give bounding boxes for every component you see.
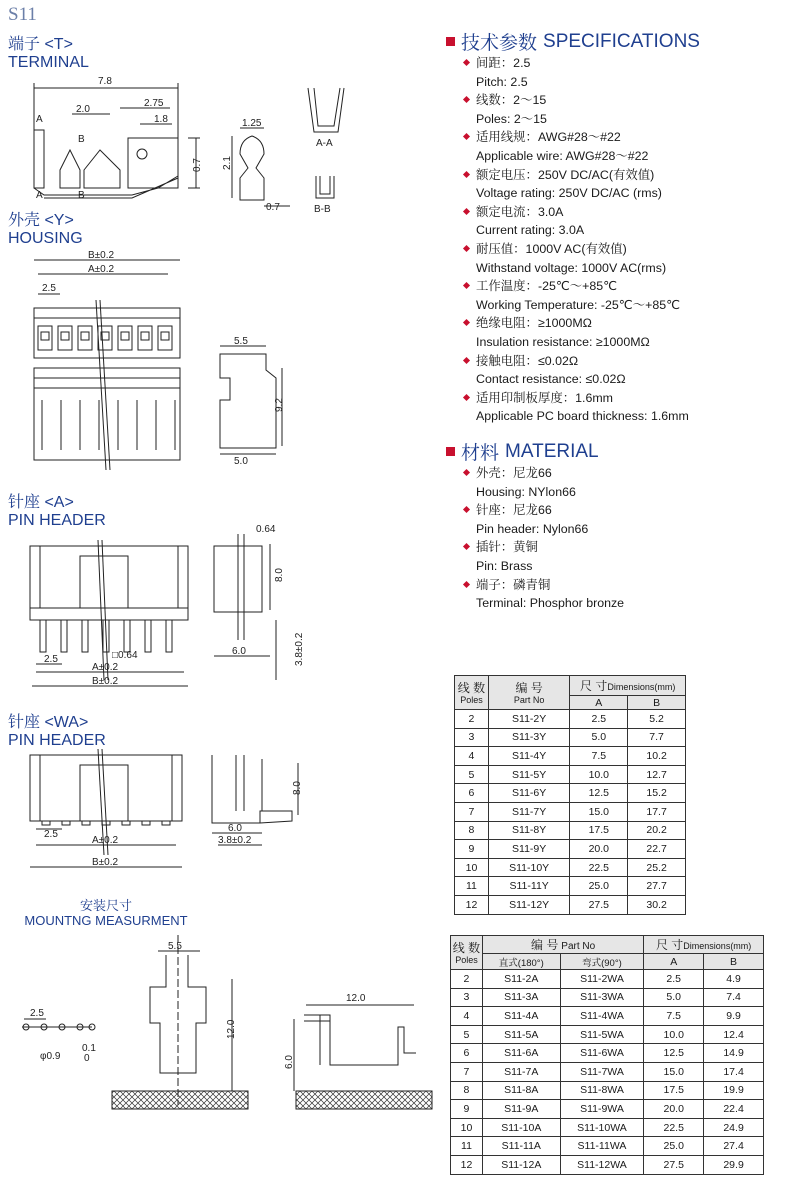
table-cell: 12.5 [570, 784, 628, 803]
table-cell: S11-8WA [560, 1081, 644, 1100]
pin-a-pitch-label: 2.5 [44, 654, 58, 665]
table-cell: S11-4WA [560, 1007, 644, 1026]
mount-h-label: 12.0 [226, 1019, 237, 1039]
table-row [455, 821, 686, 840]
pin-wa-b-label: B±0.2 [92, 857, 119, 868]
table-cell: S11-4Y [488, 747, 569, 766]
material-list [462, 464, 782, 613]
mount-tol-up: 0.1 [82, 1043, 96, 1054]
table-cell: S11-8Y [488, 821, 569, 840]
spec-item [462, 54, 782, 91]
material-title-en: MATERIAL [505, 440, 599, 462]
table-row [451, 1025, 764, 1044]
spec-item-en: Insulation resistance: ≥1000MΩ [476, 334, 650, 349]
table-cell: S11-4A [482, 1007, 560, 1026]
housing-h-label: 9.2 [274, 398, 285, 412]
housing-w-label: 5.5 [234, 336, 248, 347]
spec-item-zh: 适用印制板厚度：1.6mm [462, 389, 782, 408]
table-cell: 22.5 [570, 858, 628, 877]
table-row [455, 710, 686, 729]
table-cell: 5.2 [628, 710, 686, 729]
terminal-title-zh: 端子 <T> [8, 36, 73, 53]
table-cell: 9.9 [704, 1007, 764, 1026]
table-cell: 4 [455, 747, 489, 766]
table-cell: 12 [455, 895, 489, 914]
terminal-drawing [0, 70, 420, 220]
specs-list [462, 54, 782, 426]
pin-header-a-title-zh: 针座 <A> [8, 494, 74, 511]
table-cell: 7.4 [704, 988, 764, 1007]
table-cell: 9 [455, 840, 489, 859]
table-cell: S11-12WA [560, 1155, 644, 1174]
table-cell: 7.7 [628, 728, 686, 747]
spec-item [462, 128, 782, 165]
th-b: B [704, 954, 764, 970]
housing-d-label: 5.0 [234, 456, 248, 467]
table-cell: 30.2 [628, 895, 686, 914]
table-cell: 25.2 [628, 858, 686, 877]
spec-item-en: Withstand voltage: 1000V AC(rms) [476, 260, 667, 275]
table-cell: S11-6WA [560, 1044, 644, 1063]
spec-item-zh: 绝缘电阻：≥1000MΩ [462, 314, 782, 333]
pin-header-wa-title-en: PIN HEADER [8, 732, 106, 749]
table-cell: 27.7 [628, 877, 686, 896]
table-cell: 22.5 [644, 1118, 704, 1137]
pin-wa-d-label: 6.0 [228, 823, 242, 834]
table-cell: S11-10A [482, 1118, 560, 1137]
terminal-bb-label: B-B [314, 204, 331, 215]
housing-dimension-table [454, 675, 686, 915]
table-cell: 11 [455, 877, 489, 896]
section-mounting-title [16, 898, 196, 928]
table-cell: 10.2 [628, 747, 686, 766]
table-cell: 2 [455, 710, 489, 729]
specs-title-en: SPECIFICATIONS [543, 30, 700, 52]
table-cell: 5 [455, 765, 489, 784]
spec-item-en: Housing: NYlon66 [476, 484, 576, 499]
pin-wa-pitch-label: 2.5 [44, 829, 58, 840]
table-cell: 17.5 [570, 821, 628, 840]
table-cell: S11-6A [482, 1044, 560, 1063]
pin-a-d-label: 6.0 [232, 646, 246, 657]
table-cell: S11-5Y [488, 765, 569, 784]
spec-item-en: Pitch: 2.5 [476, 74, 528, 89]
spec-item-zh: 接触电阻：≤0.02Ω [462, 352, 782, 371]
pin-header-wa-drawing [0, 745, 420, 875]
table-row [455, 840, 686, 859]
table-cell: 9 [451, 1100, 483, 1119]
spec-item-en: Applicable wire: AWG#28～#22 [476, 148, 649, 163]
table-cell: S11-3A [482, 988, 560, 1007]
table-row [455, 802, 686, 821]
terminal-w-label: 1.25 [242, 118, 262, 129]
table-cell: 27.4 [704, 1137, 764, 1156]
table-row [451, 1044, 764, 1063]
th-b: B [628, 696, 686, 710]
th-part: 编 号 Part No [482, 936, 643, 954]
table-cell: S11-3WA [560, 988, 644, 1007]
terminal-d1-label: 2.0 [76, 104, 90, 115]
pin-wa-l-label: 3.8±0.2 [218, 835, 252, 846]
spec-item-en: Working Temperature: -25℃～+85℃ [476, 297, 681, 312]
table-cell: 8 [455, 821, 489, 840]
table-cell: S11-11Y [488, 877, 569, 896]
table-cell: S11-5WA [560, 1025, 644, 1044]
pin-a-h-label: 8.0 [274, 568, 285, 582]
housing-a-label: A±0.2 [88, 264, 115, 275]
table-cell: 3 [455, 728, 489, 747]
mount-h2-label: 6.0 [284, 1055, 295, 1069]
spec-item [462, 91, 782, 128]
table-cell: 6 [451, 1044, 483, 1063]
pin-a-a-label: A±0.2 [92, 662, 119, 673]
table-cell: S11-3Y [488, 728, 569, 747]
spec-item-en: Poles: 2～15 [476, 111, 547, 126]
table-cell: 15.0 [570, 802, 628, 821]
spec-item [462, 464, 782, 501]
table-row [455, 858, 686, 877]
pin-wa-h-label: 8.0 [292, 781, 303, 795]
table-row [455, 784, 686, 803]
pin-a-b-label: B±0.2 [92, 676, 119, 687]
terminal-len-label: 7.8 [98, 76, 112, 87]
table-cell: 17.5 [644, 1081, 704, 1100]
spec-item [462, 576, 782, 613]
table-row [451, 1155, 764, 1174]
terminal-a-mark-bottom: A [36, 190, 43, 201]
terminal-h2-label: 2.1 [222, 156, 233, 170]
table-cell: 20.0 [570, 840, 628, 859]
mounting-drawing [0, 935, 440, 1125]
table-cell: 3 [451, 988, 483, 1007]
spec-item-zh: 额定电流：3.0A [462, 203, 782, 222]
table-cell: S11-10Y [488, 858, 569, 877]
spec-item [462, 314, 782, 351]
table-cell: 17.4 [704, 1062, 764, 1081]
table-cell: S11-9Y [488, 840, 569, 859]
spec-item-zh: 针座：尼龙66 [462, 501, 782, 520]
th-right-angle: 弯式(90°) [560, 954, 644, 970]
th-poles: 线 数 Poles [451, 936, 483, 970]
table-cell: S11-8A [482, 1081, 560, 1100]
spec-item [462, 389, 782, 426]
table-cell: S11-11A [482, 1137, 560, 1156]
mounting-title-zh: 安装尺寸 [79, 898, 132, 913]
table-row [451, 1062, 764, 1081]
material-title-zh: 材料 [461, 443, 500, 464]
table-cell: 27.5 [570, 895, 628, 914]
pin-header-a-title-en: PIN HEADER [8, 512, 106, 529]
table-cell: 8 [451, 1081, 483, 1100]
red-square-icon [446, 447, 455, 456]
terminal-b-mark: B [78, 134, 85, 145]
table-cell: 25.0 [570, 877, 628, 896]
table-cell: 17.7 [628, 802, 686, 821]
table-cell: 12 [451, 1155, 483, 1174]
spec-item-zh: 适用线规：AWG#28～#22 [462, 128, 782, 147]
terminal-d3-label: 1.8 [154, 114, 168, 125]
table-cell: 4 [451, 1007, 483, 1026]
pin-a-pin-label: □0.64 [112, 650, 138, 661]
table-cell: 20.2 [628, 821, 686, 840]
terminal-a-mark: A [36, 114, 43, 125]
model-number: S11 [8, 4, 37, 25]
table-cell: S11-9A [482, 1100, 560, 1119]
table-cell: 7 [455, 802, 489, 821]
terminal-d2-label: 2.75 [144, 98, 164, 109]
th-straight: 直式(180°) [482, 954, 560, 970]
table-cell: 22.4 [704, 1100, 764, 1119]
spec-item-zh: 耐压值：1000V AC(有效值) [462, 240, 782, 259]
table-cell: S11-9WA [560, 1100, 644, 1119]
table-cell: S11-11WA [560, 1137, 644, 1156]
table-cell: 2.5 [570, 710, 628, 729]
material-heading [446, 438, 599, 465]
table-row [451, 1007, 764, 1026]
pin-a-t-label: 0.64 [256, 524, 276, 535]
table-cell: 10 [455, 858, 489, 877]
spec-item-zh: 工作温度：-25℃～+85℃ [462, 277, 782, 296]
spec-item [462, 240, 782, 277]
housing-drawing [0, 250, 420, 470]
table-row [455, 765, 686, 784]
table-row [451, 1137, 764, 1156]
spec-item [462, 277, 782, 314]
table-cell: 7.5 [570, 747, 628, 766]
mount-pitch-label: 2.5 [30, 1008, 44, 1019]
housing-title-zh: 外壳 <Y> [8, 212, 74, 229]
table-cell: 4.9 [704, 970, 764, 989]
table-cell: S11-7A [482, 1062, 560, 1081]
table-cell: S11-12A [482, 1155, 560, 1174]
table-cell: 7 [451, 1062, 483, 1081]
housing-title-en: HOUSING [8, 230, 83, 247]
table-cell: 22.7 [628, 840, 686, 859]
table-cell: 2 [451, 970, 483, 989]
table-cell: S11-6Y [488, 784, 569, 803]
spec-item-en: Pin header: Nylon66 [476, 521, 589, 536]
table-row [451, 970, 764, 989]
terminal-title-en: TERMINAL [8, 54, 89, 71]
table-cell: 10.0 [570, 765, 628, 784]
spec-item-en: Applicable PC board thickness: 1.6mm [476, 409, 689, 424]
table-row [455, 877, 686, 896]
table-cell: 6 [455, 784, 489, 803]
mount-len-label: 12.0 [346, 993, 366, 1004]
table-cell: 25.0 [644, 1137, 704, 1156]
table-row [451, 1118, 764, 1137]
th-a: A [644, 954, 704, 970]
spec-item-zh: 间距：2.5 [462, 54, 782, 73]
table-cell: 2.5 [644, 970, 704, 989]
table-row [451, 988, 764, 1007]
table-cell: 7.5 [644, 1007, 704, 1026]
table-cell: S11-10WA [560, 1118, 644, 1137]
section-terminal-title [8, 36, 89, 72]
th-dim: 尺 寸Dimensions(mm) [570, 676, 686, 696]
table-cell: 5.0 [644, 988, 704, 1007]
table-cell: S11-2WA [560, 970, 644, 989]
table-cell: 20.0 [644, 1100, 704, 1119]
table-row [451, 1081, 764, 1100]
pin-a-l-label: 3.8±0.2 [294, 632, 305, 666]
table-cell: 5 [451, 1025, 483, 1044]
spec-item [462, 538, 782, 575]
th-poles: 线 数 Poles [455, 676, 489, 710]
table-row [455, 895, 686, 914]
table-cell: 12.4 [704, 1025, 764, 1044]
table-cell: 19.9 [704, 1081, 764, 1100]
table-cell: S11-5A [482, 1025, 560, 1044]
table-cell: 14.9 [704, 1044, 764, 1063]
table-cell: 5.0 [570, 728, 628, 747]
th-dim: 尺 寸Dimensions(mm) [644, 936, 764, 954]
mounting-title-en: MOUNTNG MEASURMENT [24, 913, 188, 928]
table-cell: 27.5 [644, 1155, 704, 1174]
table-cell: S11-12Y [488, 895, 569, 914]
spec-item-zh: 线数：2～15 [462, 91, 782, 110]
mount-hole-label: φ0.9 [40, 1051, 61, 1062]
spec-item-zh: 插针：黄铜 [462, 538, 782, 557]
spec-item [462, 501, 782, 538]
pin-wa-a-label: A±0.2 [92, 835, 119, 846]
specs-title-zh: 技术参数 [461, 33, 538, 54]
table-row [451, 1100, 764, 1119]
spec-item-zh: 额定电压：250V DC/AC(有效值) [462, 166, 782, 185]
spec-item-en: Terminal: Phosphor bronze [476, 596, 625, 611]
table-cell: 12.5 [644, 1044, 704, 1063]
table-cell: 11 [451, 1137, 483, 1156]
spec-item [462, 203, 782, 240]
spec-item-en: Contact resistance: ≤0.02Ω [476, 372, 626, 387]
table-cell: 10 [451, 1118, 483, 1137]
red-square-icon [446, 37, 455, 46]
spec-item-en: Voltage rating: 250V DC/AC (rms) [476, 186, 662, 201]
th-a: A [570, 696, 628, 710]
terminal-aa-label: A-A [316, 138, 333, 149]
table-cell: 24.9 [704, 1118, 764, 1137]
table-cell: 15.2 [628, 784, 686, 803]
table-cell: 12.7 [628, 765, 686, 784]
spec-item-zh: 端子：磷青铜 [462, 576, 782, 595]
pin-header-dimension-table [450, 935, 764, 1175]
table-cell: S11-2A [482, 970, 560, 989]
mount-tol-dn: 0 [84, 1053, 90, 1064]
spec-item-zh: 外壳：尼龙66 [462, 464, 782, 483]
table-cell: S11-7WA [560, 1062, 644, 1081]
table-cell: 10.0 [644, 1025, 704, 1044]
terminal-w2-label: 0.7 [266, 202, 280, 213]
spec-item-en: Current rating: 3.0A [476, 223, 585, 238]
table-cell: 15.0 [644, 1062, 704, 1081]
spec-item-en: Pin: Brass [476, 558, 533, 573]
terminal-h-label: 0.7 [192, 158, 203, 172]
table-cell: S11-2Y [488, 710, 569, 729]
housing-pitch-label: 2.5 [42, 283, 56, 294]
table-row [455, 747, 686, 766]
pin-header-a-drawing [0, 520, 420, 700]
table-row [455, 728, 686, 747]
spec-item [462, 166, 782, 203]
terminal-b-mark-bottom: B [78, 190, 85, 201]
housing-b-label: B±0.2 [88, 250, 115, 261]
th-part: 编 号 Part No [488, 676, 569, 710]
table-cell: 29.9 [704, 1155, 764, 1174]
specs-heading [446, 28, 700, 55]
table-cell: S11-7Y [488, 802, 569, 821]
mount-w-label: 5.5 [168, 941, 182, 952]
spec-item [462, 352, 782, 389]
pin-header-wa-title-zh: 针座 <WA> [8, 714, 89, 731]
